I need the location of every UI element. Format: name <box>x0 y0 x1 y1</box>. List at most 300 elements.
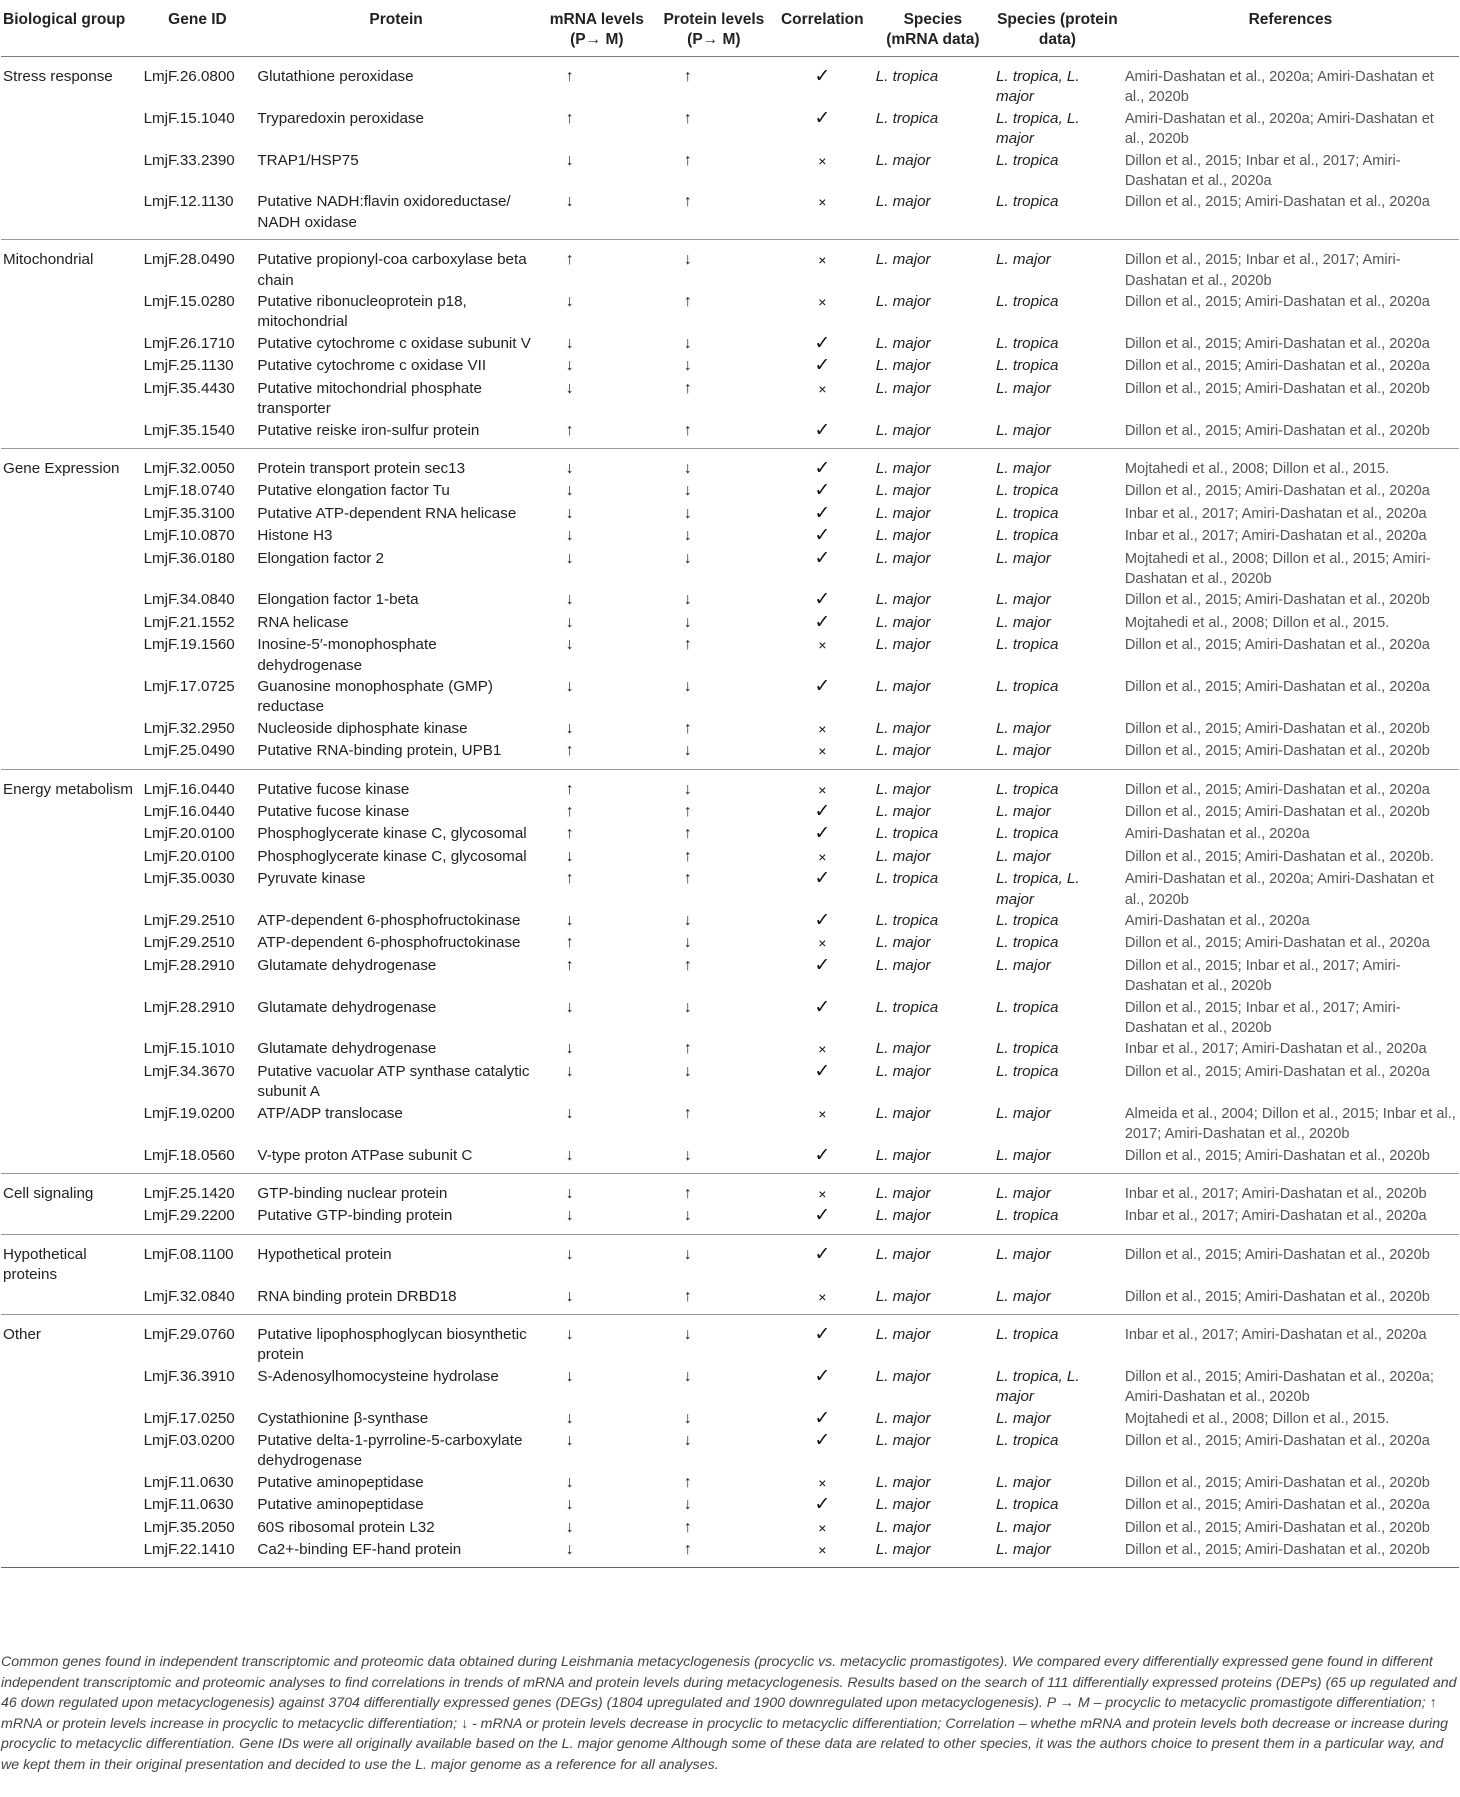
protein-name-cell: ATP-dependent 6-phosphofructokinase <box>257 934 521 952</box>
check-icon: ✓ <box>814 868 831 890</box>
check-icon: ✓ <box>814 107 831 129</box>
correlation-cell <box>772 525 873 547</box>
mrna-level-cell: ↓ <box>565 1518 574 1536</box>
gene-id-cell: LmjF.15.0280 <box>143 293 235 311</box>
mrna-level-cell: ↓ <box>565 677 574 695</box>
protein-name-cell: Putative RNA-binding protein, UPB1 <box>254 740 537 769</box>
check-icon: ✓ <box>814 1205 831 1227</box>
gene-id-cell: LmjF.18.0740 <box>143 482 235 500</box>
gene-id-cell: LmjF.17.0725 <box>143 677 235 695</box>
cross-icon: × <box>818 194 827 211</box>
references-cell: Dillon et al., 2015; Amiri-Dashatan et al., 2020b <box>1124 380 1430 397</box>
correlation-cell <box>772 1061 873 1103</box>
mrna-level-cell: ↓ <box>538 1205 656 1234</box>
gene-id-cell: LmjF.36.0180 <box>143 549 235 567</box>
mrna-level-cell: ↓ <box>565 847 574 865</box>
species-protein-cell: L. major <box>995 847 1051 865</box>
species-protein-cell: L. tropica, L. major <box>995 109 1080 148</box>
protein-name-cell: GTP-binding nuclear protein <box>257 1184 448 1202</box>
protein-name-cell: Putative NADH:flavin oxidoreductase/ NADH oxidase <box>254 191 537 239</box>
protein-name-cell: Elongation factor 1-beta <box>257 591 419 609</box>
protein-level-cell: ↓ <box>683 934 692 952</box>
cross-icon: × <box>818 781 827 798</box>
group-label <box>1 378 141 420</box>
correlation-cell <box>772 108 873 150</box>
protein-name-cell: S-Adenosylhomocysteine hydrolase <box>257 1367 499 1385</box>
species-mrna-cell: L. major <box>873 1205 993 1234</box>
group-label <box>1 612 141 634</box>
protein-name-cell: Putative GTP-binding protein <box>254 1205 537 1234</box>
species-mrna-cell: L. tropica <box>875 870 939 888</box>
species-protein-cell: L. tropica <box>995 293 1059 311</box>
correlation-cell <box>772 718 873 740</box>
references-cell: Dillon et al., 2015; Amiri-Dashatan et al., 2020b. <box>1124 848 1434 865</box>
group-label <box>1 1366 141 1408</box>
table-row <box>1 634 1459 676</box>
protein-level-cell: ↑ <box>683 1104 692 1122</box>
protein-name-cell: Tryparedoxin peroxidase <box>257 109 424 127</box>
mrna-level-cell: ↑ <box>565 68 574 85</box>
group-label <box>1 1286 141 1315</box>
protein-name-cell: Histone H3 <box>257 527 333 545</box>
protein-name-cell: Elongation factor 2 <box>257 549 385 567</box>
protein-name-cell: Putative vacuolar ATP synthase catalytic subunit A <box>257 1062 530 1101</box>
references-cell: Dillon et al., 2015; Amiri-Dashatan et al., 2020a <box>1124 935 1430 952</box>
species-mrna-cell: L. major <box>875 1062 931 1080</box>
group-label <box>1 634 141 676</box>
species-mrna-cell: L. major <box>873 1539 993 1568</box>
mrna-level-cell: ↓ <box>565 459 574 477</box>
species-protein-cell: L. tropica <box>995 998 1059 1016</box>
protein-name-cell: Glutamate dehydrogenase <box>257 956 437 974</box>
gene-id-cell: LmjF.26.1710 <box>143 334 235 352</box>
col-header-species-mrna: Species (mRNA data) <box>873 0 993 57</box>
gene-id-cell: LmjF.29.2510 <box>143 912 235 930</box>
mrna-level-cell: ↓ <box>565 998 574 1016</box>
species-protein-cell: L. major <box>995 803 1051 820</box>
species-mrna-cell: L. major <box>875 1367 931 1385</box>
mrna-level-cell: ↓ <box>565 504 574 522</box>
correlation-cell <box>772 740 873 769</box>
table-row <box>1 355 1459 377</box>
species-mrna-cell: L. major <box>875 293 931 311</box>
correlation-cell <box>772 801 873 823</box>
species-mrna-cell: L. major <box>875 251 931 269</box>
protein-level-cell: ↑ <box>683 379 692 397</box>
mrna-level-cell: ↓ <box>565 719 574 737</box>
protein-name-cell: Putative mitochondrial phosphate transporter <box>257 379 482 418</box>
mrna-level-cell: ↓ <box>565 1104 574 1122</box>
table-row <box>1 718 1459 740</box>
group-label <box>1 932 141 954</box>
table-row <box>1 932 1459 954</box>
group-label <box>1 676 141 718</box>
protein-level-cell: ↓ <box>683 527 692 545</box>
gene-id-cell: LmjF.28.0490 <box>143 251 235 269</box>
table-row <box>1 150 1459 192</box>
species-mrna-cell: L. major <box>873 420 993 449</box>
check-icon: ✓ <box>814 1429 831 1451</box>
gene-id-cell: LmjF.33.2390 <box>143 151 235 169</box>
species-mrna-cell: L. major <box>875 1325 931 1343</box>
check-icon: ✓ <box>814 954 831 976</box>
table-row <box>1 1539 1459 1568</box>
species-mrna-cell: L. major <box>875 1518 931 1536</box>
species-protein-cell: L. tropica <box>995 1062 1059 1080</box>
group-label <box>1 548 141 590</box>
check-icon: ✓ <box>814 547 831 569</box>
table-row <box>1 448 1459 480</box>
protein-name-cell: Guanosine monophosphate (GMP) reductase <box>257 677 493 716</box>
group-label <box>1 420 141 449</box>
mrna-level-cell: ↓ <box>565 1245 574 1263</box>
protein-name-cell: Glutamate dehydrogenase <box>257 1040 437 1058</box>
protein-name-cell: 60S ribosomal protein L32 <box>257 1518 435 1536</box>
gene-id-cell: LmjF.26.0800 <box>143 68 235 85</box>
references-cell: Mojtahedi et al., 2008; Dillon et al., 2015. <box>1124 614 1390 631</box>
gene-correlation-table <box>1 0 1459 1568</box>
protein-level-cell: ↓ <box>656 740 772 769</box>
species-mrna-cell: L. major <box>875 379 931 397</box>
correlation-cell <box>772 1145 873 1174</box>
species-protein-cell: L. major <box>995 1409 1051 1427</box>
protein-level-cell: ↓ <box>683 357 692 375</box>
protein-level-cell: ↑ <box>683 847 692 865</box>
col-header-protein: Protein <box>254 0 537 57</box>
correlation-cell <box>772 1173 873 1205</box>
group-label <box>1 997 141 1039</box>
group-label <box>1 150 141 192</box>
protein-name-cell: Putative elongation factor Tu <box>257 482 450 500</box>
references-cell: Mojtahedi et al., 2008; Dillon et al., 2015. <box>1124 1410 1390 1427</box>
table-row <box>1 589 1459 611</box>
gene-id-cell: LmjF.29.0760 <box>143 1325 235 1343</box>
mrna-level-cell: ↓ <box>565 1325 574 1343</box>
gene-id-cell: LmjF.19.1560 <box>143 636 235 654</box>
mrna-level-cell: ↓ <box>565 1040 574 1058</box>
protein-level-cell: ↑ <box>683 293 692 311</box>
correlation-cell <box>772 1494 873 1516</box>
protein-level-cell: ↑ <box>683 636 692 654</box>
correlation-cell <box>772 1366 873 1408</box>
mrna-level-cell: ↓ <box>565 482 574 500</box>
references-cell: Dillon et al., 2015; Amiri-Dashatan et al., 2020b <box>1122 1145 1459 1174</box>
species-protein-cell: L. tropica <box>995 504 1059 522</box>
species-protein-cell: L. major <box>995 1473 1051 1491</box>
check-icon: ✓ <box>814 996 831 1018</box>
cross-icon: × <box>818 294 827 311</box>
table-row <box>1 801 1459 823</box>
references-cell: Almeida et al., 2004; Dillon et al., 2015; Inbar et al., 2017; Amiri-Dashatan et al., 2020b <box>1124 1105 1456 1143</box>
table-row <box>1 378 1459 420</box>
gene-id-cell: LmjF.21.1552 <box>143 613 235 631</box>
mrna-level-cell: ↓ <box>538 1145 656 1174</box>
check-icon: ✓ <box>814 1407 831 1429</box>
check-icon: ✓ <box>814 823 831 845</box>
table-row <box>1 503 1459 525</box>
group-label <box>1 480 141 502</box>
references-cell: Inbar et al., 2017; Amiri-Dashatan et al., 2020a <box>1124 528 1427 545</box>
check-icon: ✓ <box>814 457 831 479</box>
correlation-cell <box>772 150 873 192</box>
references-cell: Dillon et al., 2015; Amiri-Dashatan et al., 2020a <box>1124 358 1430 375</box>
gene-id-cell: LmjF.17.0250 <box>143 1409 235 1427</box>
species-mrna-cell: L. major <box>875 482 931 500</box>
correlation-cell <box>772 1517 873 1539</box>
protein-level-cell: ↓ <box>683 613 692 631</box>
correlation-cell <box>772 846 873 868</box>
correlation-cell <box>772 1103 873 1145</box>
protein-level-cell: ↓ <box>683 1367 692 1385</box>
protein-level-cell: ↑ <box>683 870 692 888</box>
species-protein-cell: L. tropica <box>995 1040 1059 1058</box>
gene-id-cell: LmjF.16.0440 <box>143 780 235 798</box>
species-mrna-cell: L. major <box>875 956 931 974</box>
species-mrna-cell: L. major <box>873 1145 993 1174</box>
species-mrna-cell: L. tropica <box>875 109 939 127</box>
check-icon: ✓ <box>814 355 831 377</box>
correlation-cell <box>772 191 873 239</box>
table-footnote: Common genes found in independent transcriptomic and proteomic data obtained during Leishmania metacyclogenesis (procyclic vs. metacyclic promastigotes). We compared every differentially expressed gene found in different independent transcriptomic and proteomic analyses to find correlations in trends of mRNA and protein levels during metacyclogenesis. Results based on the search of 111 differentially expressed proteins (DEPs) (65 up regulated and 46 down regulated upon metacyclogenesis) against 3704 differentially expressed genes (DEGs) (1804 upregulated and 1900 downregulated upon metacyclogenesis). P → M – procyclic to metacyclic promastigote differentiation; ↑ mRNA or protein levels increase in procyclic to metacyclic differentiation; ↓ - mRNA or protein levels decrease in procyclic to metacyclic differentiation; Correlation – whethe mRNA and protein levels both decrease or increase during procyclic to metacyclic differentiation. Gene IDs were all originally available based on the L. major genome Although some of these data are related to other species, it was the authors choice to present them in a particular way, and we kept them in their original presentation and decided to use the L. major genome as a reference for all analyses. <box>1 1654 1457 1773</box>
protein-name-cell: Phosphoglycerate kinase C, glycosomal <box>257 825 527 843</box>
species-mrna-cell: L. major <box>875 504 931 522</box>
protein-level-cell: ↑ <box>683 1473 692 1491</box>
species-mrna-cell: L. major <box>875 459 931 477</box>
group-label <box>1 868 141 910</box>
table-row <box>1 910 1459 932</box>
group-label <box>1 291 141 333</box>
species-mrna-cell: L. major <box>875 677 931 695</box>
references-cell: Dillon et al., 2015; Amiri-Dashatan et al., 2020a; Amiri-Dashatan et al., 2020b <box>1124 1368 1434 1406</box>
correlation-cell <box>772 1430 873 1472</box>
cross-icon: × <box>818 152 827 169</box>
references-cell: Dillon et al., 2015; Inbar et al., 2017; Amiri-Dashatan et al., 2020b <box>1124 252 1401 289</box>
correlation-cell <box>772 1314 873 1365</box>
protein-level-cell: ↑ <box>656 191 772 239</box>
group-label <box>1 955 141 997</box>
gene-id-cell: LmjF.35.4430 <box>143 379 235 397</box>
group-label <box>1 1494 141 1516</box>
references-cell: Dillon et al., 2015; Inbar et al., 2017; Amiri-Dashatan et al., 2020a <box>1124 152 1401 190</box>
group-label <box>1 1430 141 1472</box>
references-cell: Dillon et al., 2015; Amiri-Dashatan et al., 2020a <box>1124 637 1430 654</box>
gene-id-cell: LmjF.35.0030 <box>143 870 235 888</box>
references-cell: Amiri-Dashatan et al., 2020a; Amiri-Dashatan et al., 2020b <box>1124 110 1434 148</box>
cross-icon: × <box>818 252 827 269</box>
species-protein-cell: L. major <box>995 956 1051 974</box>
group-label <box>1 333 141 355</box>
protein-name-cell: Cystathionine β-synthase <box>257 1409 429 1427</box>
check-icon: ✓ <box>814 801 831 822</box>
gene-id-cell: LmjF.25.0490 <box>141 740 255 769</box>
group-label: Mitochondrial <box>3 251 94 269</box>
protein-level-cell: ↑ <box>656 1539 772 1568</box>
gene-id-cell: LmjF.15.1010 <box>143 1040 235 1058</box>
correlation-cell <box>772 997 873 1039</box>
gene-id-cell: LmjF.12.1130 <box>141 191 255 239</box>
protein-name-cell: TRAP1/HSP75 <box>257 151 359 169</box>
table-row <box>1 1061 1459 1103</box>
protein-level-cell: ↑ <box>656 1286 772 1315</box>
table-row <box>1 823 1459 845</box>
references-cell: Inbar et al., 2017; Amiri-Dashatan et al., 2020a <box>1124 505 1427 522</box>
mrna-level-cell: ↑ <box>565 825 574 843</box>
mrna-level-cell: ↓ <box>565 549 574 567</box>
protein-name-cell: RNA binding protein DRBD18 <box>254 1286 537 1315</box>
cross-icon: × <box>818 743 827 760</box>
references-cell: Mojtahedi et al., 2008; Dillon et al., 2015. <box>1124 460 1390 477</box>
species-mrna-cell: L. major <box>875 151 931 169</box>
protein-name-cell: Putative cytochrome c oxidase VII <box>257 357 487 375</box>
protein-level-cell: ↓ <box>683 549 692 567</box>
mrna-level-cell: ↓ <box>565 1473 574 1491</box>
references-cell: Dillon et al., 2015; Amiri-Dashatan et al., 2020b <box>1122 1286 1459 1315</box>
check-icon: ✓ <box>814 332 831 354</box>
cross-icon: × <box>818 1185 827 1202</box>
group-label <box>1 1061 141 1103</box>
gene-id-cell: LmjF.35.1540 <box>141 420 255 449</box>
protein-name-cell: V-type proton ATPase subunit C <box>254 1145 537 1174</box>
species-protein-cell: L. major <box>995 1184 1051 1202</box>
check-icon: ✓ <box>814 1494 831 1516</box>
mrna-level-cell: ↓ <box>565 357 574 375</box>
table-row <box>1 548 1459 590</box>
species-mrna-cell: L. tropica <box>875 998 939 1016</box>
references-cell: Dillon et al., 2015; Amiri-Dashatan et al., 2020b <box>1124 720 1430 737</box>
protein-name-cell: Putative aminopeptidase <box>257 1473 424 1491</box>
table-row <box>1 1103 1459 1145</box>
references-cell: Dillon et al., 2015; Amiri-Dashatan et al., 2020a <box>1122 191 1459 239</box>
mrna-level-cell: ↓ <box>565 591 574 609</box>
species-mrna-cell: L. major <box>875 613 931 631</box>
species-protein-cell: L. tropica, L. major <box>995 870 1080 908</box>
mrna-level-cell: ↓ <box>565 527 574 545</box>
correlation-cell <box>772 448 873 480</box>
species-mrna-cell: L. major <box>873 1286 993 1315</box>
mrna-level-cell: ↑ <box>565 251 574 269</box>
table-row <box>1 1494 1459 1516</box>
group-label: Hypothetical proteins <box>3 1245 87 1284</box>
group-label <box>1 801 141 823</box>
check-icon: ✓ <box>814 1144 831 1166</box>
protein-level-cell: ↓ <box>683 1431 692 1449</box>
mrna-level-cell: ↓ <box>565 1409 574 1427</box>
protein-level-cell: ↑ <box>683 1040 692 1058</box>
col-header-species-protein: Species (protein data) <box>993 0 1122 57</box>
references-cell: Dillon et al., 2015; Amiri-Dashatan et al., 2020a <box>1124 294 1430 311</box>
col-header-correlation: Correlation <box>772 0 873 57</box>
species-mrna-cell: L. major <box>875 591 931 609</box>
check-icon: ✓ <box>814 419 831 441</box>
protein-level-cell: ↑ <box>683 803 692 820</box>
check-icon: ✓ <box>814 66 831 87</box>
gene-id-cell: LmjF.34.3670 <box>143 1062 235 1080</box>
references-cell: Amiri-Dashatan et al., 2020a <box>1124 913 1310 930</box>
col-header-group: Biological group <box>1 0 141 57</box>
species-mrna-cell: L. major <box>875 719 931 737</box>
species-mrna-cell: L. major <box>873 740 993 769</box>
species-protein-cell: L. major <box>995 591 1051 609</box>
col-header-protein-levels: Protein levels (P→ M) <box>656 0 772 57</box>
species-mrna-cell: L. major <box>873 191 993 239</box>
mrna-level-cell: ↑ <box>538 740 656 769</box>
references-cell: Dillon et al., 2015; Amiri-Dashatan et al., 2020b <box>1122 740 1459 769</box>
species-mrna-cell: L. major <box>875 1409 931 1427</box>
species-protein-cell: L. tropica <box>995 527 1059 545</box>
protein-name-cell: RNA helicase <box>257 613 349 631</box>
table-row <box>1 525 1459 547</box>
references-cell: Dillon et al., 2015; Amiri-Dashatan et al., 2020a <box>1124 1497 1430 1514</box>
table-row <box>1 191 1459 239</box>
check-icon: ✓ <box>814 910 831 932</box>
species-protein-cell: L. tropica <box>993 191 1122 239</box>
group-label <box>1 1205 141 1234</box>
group-label <box>1 846 141 868</box>
species-protein-cell: L. tropica <box>995 636 1059 654</box>
protein-level-cell: ↓ <box>683 1325 692 1343</box>
check-icon: ✓ <box>814 502 831 524</box>
species-protein-cell: L. tropica <box>995 1496 1059 1514</box>
species-protein-cell: L. tropica <box>995 934 1059 952</box>
references-cell: Dillon et al., 2015; Amiri-Dashatan et al., 2020a <box>1124 483 1430 500</box>
references-cell: Amiri-Dashatan et al., 2020a; Amiri-Dashatan et al., 2020b <box>1124 871 1434 908</box>
protein-name-cell: Inosine-5′-monophosphate dehydrogenase <box>257 636 437 674</box>
species-protein-cell: L. tropica <box>995 912 1059 930</box>
table-row <box>1 676 1459 718</box>
group-label <box>1 910 141 932</box>
species-protein-cell: L. major <box>995 251 1051 269</box>
protein-name-cell: Putative fucose kinase <box>257 803 410 820</box>
correlation-cell <box>772 1472 873 1494</box>
species-mrna-cell: L. major <box>875 1245 931 1263</box>
group-label <box>1 1038 141 1060</box>
table-row <box>1 1408 1459 1430</box>
species-mrna-cell: L. major <box>875 549 931 567</box>
table-row <box>1 291 1459 333</box>
references-cell: Amiri-Dashatan et al., 2020a; Amiri-Dashatan et al., 2020b <box>1124 69 1434 106</box>
group-label <box>1 1103 141 1145</box>
check-icon: ✓ <box>814 675 831 697</box>
mrna-level-cell: ↓ <box>565 334 574 352</box>
species-mrna-cell: L. major <box>875 1473 931 1491</box>
cross-icon: × <box>818 1105 827 1122</box>
cross-icon: × <box>818 720 827 737</box>
references-cell: Dillon et al., 2015; Amiri-Dashatan et al., 2020b <box>1124 1246 1430 1263</box>
table-row <box>1 240 1459 291</box>
mrna-level-cell: ↓ <box>538 1286 656 1315</box>
references-cell: Dillon et al., 2015; Amiri-Dashatan et al., 2020a <box>1124 335 1430 352</box>
table-row <box>1 1038 1459 1060</box>
gene-id-cell: LmjF.08.1100 <box>143 1245 234 1263</box>
species-protein-cell: L. tropica, L. major <box>995 1367 1080 1406</box>
gene-id-cell: LmjF.20.0100 <box>143 847 235 865</box>
correlation-cell <box>772 1038 873 1060</box>
correlation-cell <box>772 1205 873 1234</box>
protein-level-cell: ↓ <box>683 334 692 352</box>
group-label: Gene Expression <box>3 459 120 477</box>
species-mrna-cell: L. major <box>875 527 931 545</box>
protein-level-cell: ↑ <box>683 719 692 737</box>
group-label <box>1 355 141 377</box>
table-row <box>1 480 1459 502</box>
check-icon: ✓ <box>814 1243 831 1265</box>
mrna-level-cell: ↑ <box>565 934 574 952</box>
table-row <box>1 1173 1459 1205</box>
protein-name-cell: Putative ATP-dependent RNA helicase <box>257 504 517 522</box>
protein-name-cell: Glutathione peroxidase <box>257 68 414 85</box>
species-mrna-cell: L. major <box>875 1496 931 1514</box>
protein-level-cell: ↓ <box>683 504 692 522</box>
